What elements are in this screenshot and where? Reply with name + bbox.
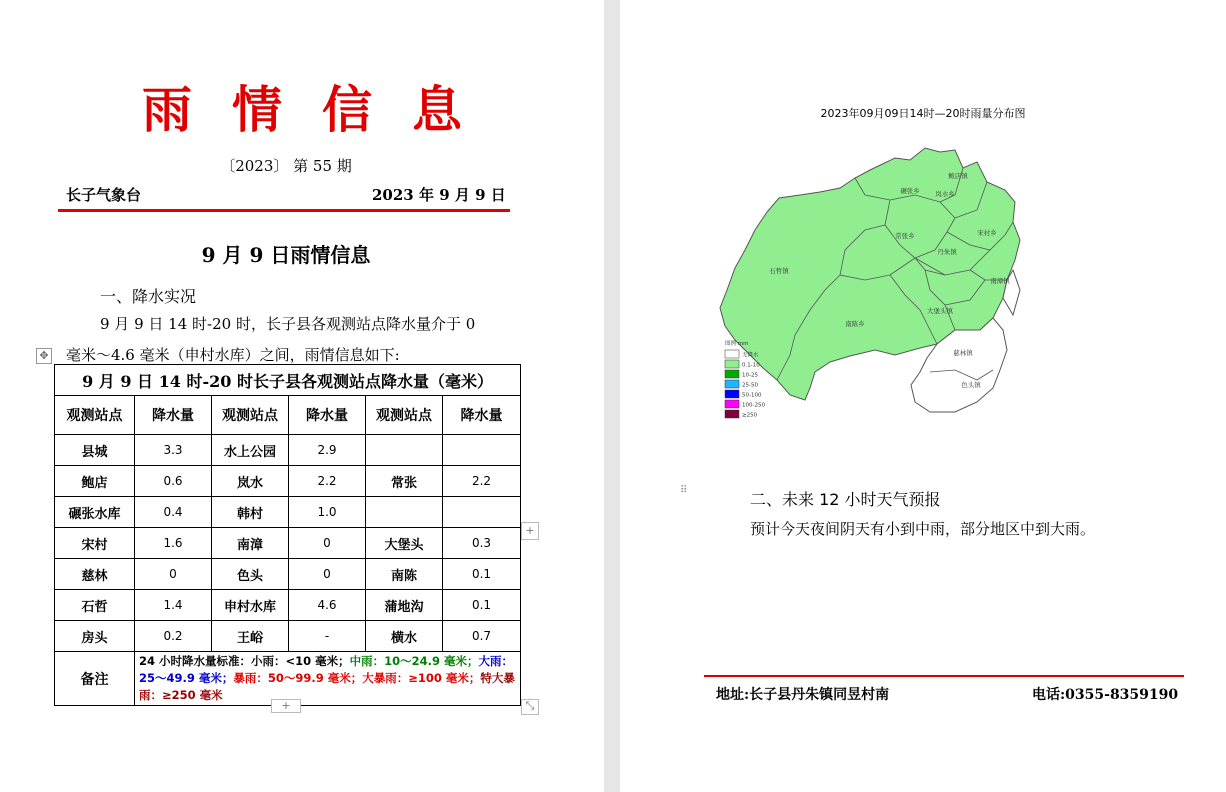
station-cell: 色头 bbox=[212, 559, 289, 590]
station-cell: 县城 bbox=[55, 435, 135, 466]
rainfall-cell bbox=[443, 435, 521, 466]
footer-phone: 电话:0355-8359190 bbox=[1032, 687, 1179, 703]
rainfall-cell: 0 bbox=[289, 528, 366, 559]
document-title: 9 月 9 日雨情信息 bbox=[201, 243, 371, 267]
legend-label: 无降水 bbox=[742, 352, 759, 359]
rainfall-cell: 0.4 bbox=[135, 497, 212, 528]
add-column-icon[interactable]: + bbox=[521, 522, 539, 540]
rainfall-cell: 0 bbox=[135, 559, 212, 590]
table-row bbox=[55, 559, 521, 590]
section-heading-forecast: 二、未来 12 小时天气预报 bbox=[750, 490, 941, 509]
add-row-icon[interactable]: + bbox=[271, 699, 301, 713]
station-cell bbox=[366, 435, 443, 466]
rainfall-cell: 4.6 bbox=[289, 590, 366, 621]
legend-swatch bbox=[725, 400, 739, 408]
town-label: 常张乡 bbox=[895, 232, 915, 240]
note-extreme-rainstorm: 特大暴雨：≥250 毫米 bbox=[139, 671, 515, 702]
note-moderate-rain: 中雨：10～24.9 毫米； bbox=[349, 654, 479, 668]
footer-divider bbox=[704, 675, 1184, 677]
rainfall-standard-note bbox=[135, 652, 521, 706]
legend-label: 10-25 bbox=[742, 372, 758, 379]
title-char: 信 bbox=[322, 80, 372, 139]
table-row bbox=[55, 621, 521, 652]
column-header: 降水量 bbox=[289, 396, 366, 435]
column-header: 观测站点 bbox=[55, 396, 135, 435]
rainfall-cell: 2.9 bbox=[289, 435, 366, 466]
rainfall-cell: 1.4 bbox=[135, 590, 212, 621]
town-label: 鲍店镇 bbox=[948, 172, 968, 180]
table-row bbox=[55, 528, 521, 559]
station-cell bbox=[366, 497, 443, 528]
town-label: 慈林镇 bbox=[953, 349, 973, 357]
station-cell: 大堡头 bbox=[366, 528, 443, 559]
table-resize-icon[interactable]: ⤡ bbox=[521, 699, 539, 715]
station-cell: 申村水库 bbox=[212, 590, 289, 621]
legend-label: 25-50 bbox=[742, 382, 758, 389]
rainfall-cell bbox=[443, 497, 521, 528]
legend-title: 图例 mm bbox=[725, 341, 749, 347]
rainfall-cell: 1.0 bbox=[289, 497, 366, 528]
town-label: 丹朱镇 bbox=[937, 248, 957, 256]
rainfall-cell: 0.7 bbox=[443, 621, 521, 652]
station-cell: 水上公园 bbox=[212, 435, 289, 466]
bulletin-title bbox=[0, 70, 604, 142]
column-header: 观测站点 bbox=[212, 396, 289, 435]
title-char: 息 bbox=[412, 80, 462, 139]
station-cell: 王峪 bbox=[212, 621, 289, 652]
legend-swatch bbox=[725, 390, 739, 398]
town-label: 南陈乡 bbox=[845, 320, 865, 328]
note-label: 备注 bbox=[55, 652, 135, 706]
table-note-row bbox=[55, 652, 521, 706]
title-char: 雨 bbox=[142, 80, 192, 139]
legend-swatch bbox=[725, 410, 739, 418]
legend-swatch bbox=[725, 360, 739, 368]
legend-swatch bbox=[725, 370, 739, 378]
legend-label: 100-250 bbox=[742, 402, 765, 409]
station-cell: 房头 bbox=[55, 621, 135, 652]
rainfall-cell: 2.2 bbox=[443, 466, 521, 497]
issue-date: 2023 年 9 月 9 日 bbox=[372, 186, 506, 204]
station-cell: 岚水 bbox=[212, 466, 289, 497]
town-label: 岚水乡 bbox=[935, 190, 955, 198]
document-page-right bbox=[620, 0, 1226, 792]
rainfall-cell: 0.3 bbox=[443, 528, 521, 559]
station-cell: 碾张水库 bbox=[55, 497, 135, 528]
station-cell: 韩村 bbox=[212, 497, 289, 528]
rainfall-cell: 3.3 bbox=[135, 435, 212, 466]
column-header: 降水量 bbox=[443, 396, 521, 435]
table-caption: 9 月 9 日 14 时-20 时长子县各观测站点降水量（毫米） bbox=[55, 365, 521, 396]
town-label: 碾张乡 bbox=[900, 187, 920, 195]
rainfall-cell: 0.6 bbox=[135, 466, 212, 497]
table-row bbox=[55, 466, 521, 497]
station-cell: 南陈 bbox=[366, 559, 443, 590]
table-row bbox=[55, 435, 521, 466]
paragraph-line: 毫米～4.6 毫米（申村水库）之间，雨情信息如下: bbox=[66, 346, 400, 364]
legend-label: 0.1-10 bbox=[742, 362, 760, 369]
rainfall-distribution-map bbox=[715, 140, 1045, 425]
table-header-row bbox=[55, 396, 521, 435]
forecast-text: 预计今天夜间阴天有小到中雨，部分地区中到大雨。 bbox=[750, 520, 1096, 538]
rainfall-cell: 1.6 bbox=[135, 528, 212, 559]
station-cell: 鲍店 bbox=[55, 466, 135, 497]
paragraph-drag-icon[interactable]: ⠿ bbox=[680, 485, 688, 496]
column-header: 降水量 bbox=[135, 396, 212, 435]
title-char: 情 bbox=[232, 80, 282, 139]
town-label: 色头镇 bbox=[961, 381, 981, 389]
rainfall-table bbox=[54, 364, 521, 706]
table-row bbox=[55, 497, 521, 528]
document-page-left bbox=[0, 0, 604, 792]
station-cell: 慈林 bbox=[55, 559, 135, 590]
footer-address: 地址:长子县丹朱镇同昱村南 bbox=[716, 687, 890, 703]
rainfall-cell: 2.2 bbox=[289, 466, 366, 497]
section-heading-precipitation: 一、降水实况 bbox=[100, 287, 197, 306]
note-heavy-rain: 大雨：25～49.9 毫米； bbox=[139, 654, 514, 685]
town-label: 大堡头镇 bbox=[927, 307, 953, 315]
town-label: 南漳镇 bbox=[990, 277, 1010, 285]
rainfall-cell: 0.2 bbox=[135, 621, 212, 652]
legend-label: ≥250 bbox=[742, 412, 758, 419]
table-row bbox=[55, 590, 521, 621]
town-label: 宋村乡 bbox=[977, 229, 997, 237]
station-cell: 南漳 bbox=[212, 528, 289, 559]
column-header: 观测站点 bbox=[366, 396, 443, 435]
issue-number: 〔2023〕 第 55 期 bbox=[220, 157, 352, 175]
station-cell: 宋村 bbox=[55, 528, 135, 559]
rainfall-cell: 0.1 bbox=[443, 559, 521, 590]
note-rainstorm: 暴雨：50～99.9 毫米；大暴雨：≥100 毫米； bbox=[233, 671, 481, 685]
station-cell: 石哲 bbox=[55, 590, 135, 621]
station-cell: 横水 bbox=[366, 621, 443, 652]
header-divider bbox=[58, 209, 510, 212]
rainfall-cell: 0.1 bbox=[443, 590, 521, 621]
organization: 长子气象台 bbox=[66, 186, 142, 204]
note-light-rain: 24 小时降水量标准：小雨：<10 毫米； bbox=[139, 654, 350, 668]
town-label: 石哲镇 bbox=[769, 267, 789, 275]
legend-label: 50-100 bbox=[742, 392, 762, 399]
station-cell: 常张 bbox=[366, 466, 443, 497]
table-move-icon[interactable]: ✥ bbox=[36, 348, 52, 364]
station-cell: 蒲地沟 bbox=[366, 590, 443, 621]
rainfall-cell: 0 bbox=[289, 559, 366, 590]
rainfall-cell: - bbox=[289, 621, 366, 652]
legend-swatch bbox=[725, 380, 739, 388]
paragraph-line: 9 月 9 日 14 时-20 时，长子县各观测站点降水量介于 0 bbox=[100, 315, 476, 333]
map-title: 2023年09月09日14时—20时雨量分布图 bbox=[820, 107, 1026, 120]
legend-swatch bbox=[725, 350, 739, 358]
